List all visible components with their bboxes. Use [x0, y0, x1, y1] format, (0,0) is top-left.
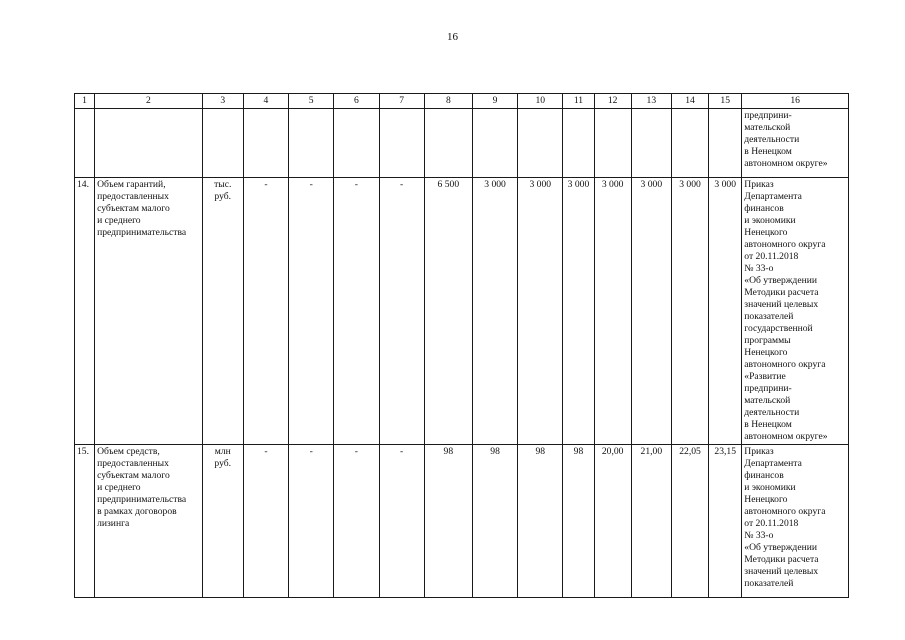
- table-cell: [631, 109, 671, 178]
- table-cell: [334, 109, 379, 178]
- table-cell: [563, 109, 594, 178]
- value-cell: 98: [518, 445, 563, 598]
- value-cell: 20,00: [594, 445, 631, 598]
- value-cell: 3 000: [518, 178, 563, 445]
- header-cell: 15: [709, 94, 742, 109]
- value-cell: -: [243, 445, 288, 598]
- value-cell: 98: [472, 445, 517, 598]
- value-cell: 21,00: [631, 445, 671, 598]
- table-cell: [243, 109, 288, 178]
- indicators-table: [74, 93, 849, 598]
- unit-cell: тыс. руб.: [202, 178, 243, 445]
- header-cell: 6: [334, 94, 379, 109]
- value-cell: -: [334, 445, 379, 598]
- value-cell: -: [243, 178, 288, 445]
- table-cell: [594, 109, 631, 178]
- value-cell: 3 000: [631, 178, 671, 445]
- table-cell: [472, 109, 517, 178]
- header-cell: 16: [742, 94, 849, 109]
- indicator-name: Объем гарантий, предоставленных субъектам малого и среднего предпринимательства: [95, 178, 203, 445]
- value-cell: 98: [563, 445, 594, 598]
- header-cell: 9: [472, 94, 517, 109]
- table-cell: [518, 109, 563, 178]
- header-cell: 12: [594, 94, 631, 109]
- table-cell: [424, 109, 472, 178]
- header-cell: 3: [202, 94, 243, 109]
- value-cell: -: [289, 178, 334, 445]
- table-row: [75, 445, 849, 598]
- value-cell: -: [289, 445, 334, 598]
- header-cell: 8: [424, 94, 472, 109]
- table-cell: [671, 109, 708, 178]
- continuation-row: [75, 109, 849, 178]
- table-cell: [379, 109, 424, 178]
- value-cell: 3 000: [472, 178, 517, 445]
- value-cell: 3 000: [671, 178, 708, 445]
- value-cell: -: [334, 178, 379, 445]
- header-cell: 10: [518, 94, 563, 109]
- page-number: 16: [447, 31, 458, 43]
- table-cell: [75, 109, 95, 178]
- header-cell: 5: [289, 94, 334, 109]
- source-cell: Приказ Департамента финансов и экономики Ненецкого автономного округа от 20.11.2018 № 33-о «Об утверждении Методики расчета значений целевых показателей: [742, 445, 849, 598]
- value-cell: 3 000: [594, 178, 631, 445]
- table-row: [75, 178, 849, 445]
- source-cell: предприни- мательской деятельности в Ненецком автономном округе»: [742, 109, 849, 178]
- source-cell: Приказ Департамента финансов и экономики Ненецкого автономного округа от 20.11.2018 № 33-о «Об утверждении Методики расчета значений целевых показателей государственной программы Ненецкого автономного округа «Развитие предприни- мательской деятельности в Ненецком автономном округе»: [742, 178, 849, 445]
- header-cell: 4: [243, 94, 288, 109]
- row-number: 14.: [75, 178, 95, 445]
- row-number: 15.: [75, 445, 95, 598]
- unit-cell: млн руб.: [202, 445, 243, 598]
- value-cell: 22,05: [671, 445, 708, 598]
- value-cell: -: [379, 178, 424, 445]
- indicator-name: Объем средств, предоставленных субъектам малого и среднего предпринимательства в рамках договоров лизинга: [95, 445, 203, 598]
- header-cell: 13: [631, 94, 671, 109]
- table-cell: [202, 109, 243, 178]
- header-cell: 2: [95, 94, 203, 109]
- value-cell: 98: [424, 445, 472, 598]
- table-cell: [95, 109, 203, 178]
- header-row: [75, 94, 849, 109]
- value-cell: 23,15: [709, 445, 742, 598]
- value-cell: 3 000: [563, 178, 594, 445]
- header-cell: 14: [671, 94, 708, 109]
- header-cell: 7: [379, 94, 424, 109]
- value-cell: 6 500: [424, 178, 472, 445]
- header-cell: 1: [75, 94, 95, 109]
- value-cell: -: [379, 445, 424, 598]
- table-cell: [709, 109, 742, 178]
- table-cell: [289, 109, 334, 178]
- header-cell: 11: [563, 94, 594, 109]
- value-cell: 3 000: [709, 178, 742, 445]
